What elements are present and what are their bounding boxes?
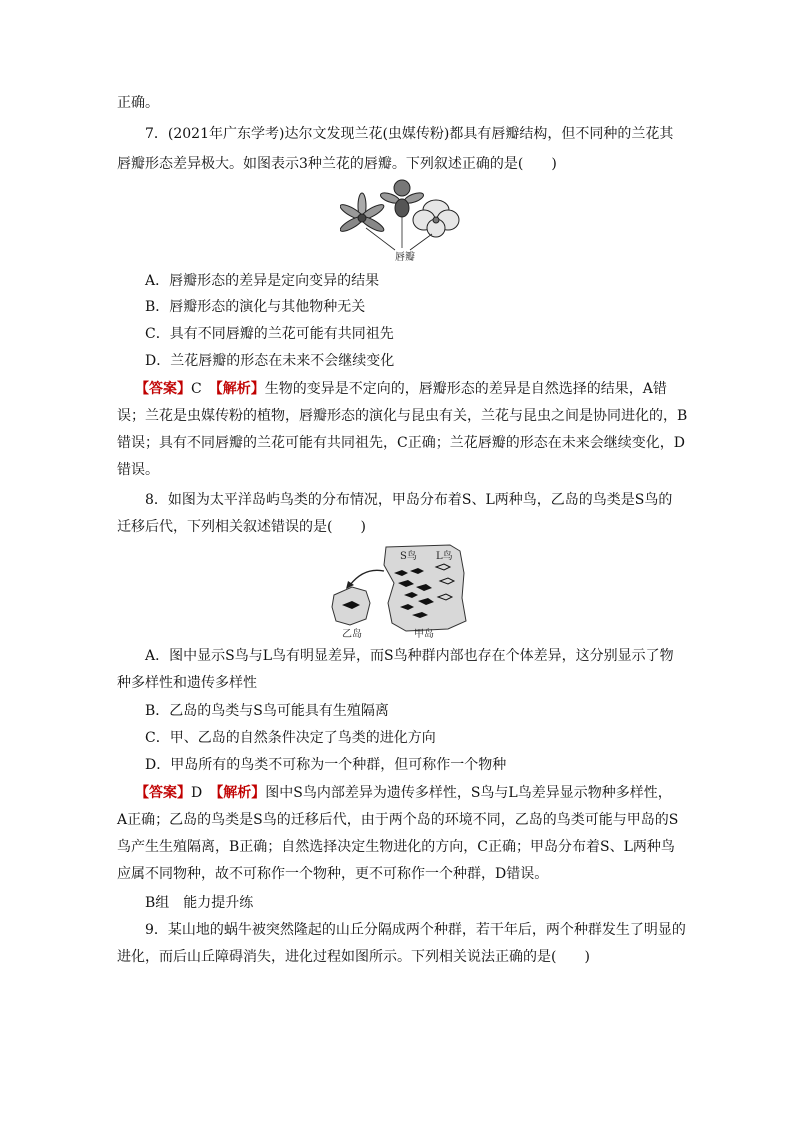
answer-tag: 【答案】	[135, 785, 191, 801]
analysis-tag: 【解析】	[215, 381, 265, 397]
question-9-stem: 9．某山地的蜗牛被突然隆起的山丘分隔成两个种群，若干年后，两个种群发生了明显的	[145, 922, 686, 938]
option-7-c: C．具有不同唇瓣的兰花可能有共同祖先	[145, 326, 394, 342]
orchid-right-icon	[413, 200, 459, 237]
option-8-a-cont: 种多样性和遗传多样性	[117, 675, 257, 691]
analysis-8-cont: 鸟产生生殖隔离，B正确；自然选择决定生物进化的方向，C正确；甲岛分布着S、L两种鸟	[117, 839, 675, 855]
orchid-lips-figure	[340, 178, 464, 262]
question-7-stem: 7．(2021年广东学考)达尔文发现兰花(虫媒传粉)都具有唇瓣结构，但不同种的兰花其	[145, 126, 674, 142]
island-birds-figure	[328, 543, 472, 639]
label-s-bird: S鸟	[400, 551, 417, 562]
label-island-b: 乙岛	[342, 629, 362, 639]
question-8-stem: 8．如图为太平洋岛屿鸟类的分布情况，甲岛分布着S、L两种鸟，乙岛的鸟类是S鸟的	[145, 492, 673, 508]
option-8-b: B．乙岛的鸟类与S鸟可能具有生殖隔离	[145, 703, 389, 719]
analysis-text: 图中S鸟内部差异为遗传多样性，S鸟与L鸟差异显示物种多样性，	[265, 785, 672, 801]
analysis-8-cont: 应属不同物种，故不可称作一个物种，更不可称作一个种群，D错误。	[117, 866, 549, 882]
option-7-d: D．兰花唇瓣的形态在未来不会继续变化	[145, 353, 395, 369]
migration-arrow	[350, 570, 384, 585]
answer-value: C	[191, 381, 216, 397]
question-7-stem-cont: 唇瓣形态差异极大。如图表示3种兰花的唇瓣。下列叙述正确的是( )	[117, 156, 557, 172]
text-line: 正确。	[117, 95, 159, 111]
label-island-a: 甲岛	[414, 629, 434, 639]
question-8-stem-cont: 迁移后代，下列相关叙述错误的是( )	[117, 519, 366, 535]
option-7-b: B．唇瓣形态的演化与其他物种无关	[145, 299, 366, 315]
option-7-a: A．唇瓣形态的差异是定向变异的结果	[145, 273, 380, 289]
option-8-a: A．图中显示S鸟与L鸟有明显差异，而S鸟种群内部也存在个体差异，这分别显示了物	[145, 648, 674, 664]
option-8-c: C．甲、乙岛的自然条件决定了鸟类的进化方向	[145, 730, 436, 746]
label-l-bird: L鸟	[436, 551, 453, 562]
orchid-figure-caption: 唇瓣	[395, 252, 415, 262]
answer-7-line	[135, 380, 667, 398]
orchid-left-icon	[340, 193, 386, 234]
question-9-stem-cont: 进化，而后山丘障碍消失，进化过程如图所示。下列相关说法正确的是( )	[117, 949, 590, 965]
analysis-text: 生物的变异是不定向的，唇瓣形态的差异是自然选择的结果，A错	[264, 381, 667, 397]
answer-value: D	[191, 785, 217, 801]
section-heading: B组 能力提升练	[145, 895, 254, 911]
answer-tag: 【答案】	[135, 381, 191, 397]
analysis-tag: 【解析】	[216, 785, 266, 801]
answer-8-line	[135, 784, 672, 802]
option-8-d: D．甲岛所有的鸟类不可称为一个种群，但可称作一个物种	[145, 757, 507, 773]
analysis-7-cont: 误；兰花是虫媒传粉的植物，唇瓣形态的演化与昆虫有关，兰花与昆虫之间是协同进化的，B	[117, 408, 688, 424]
analysis-7-cont: 错误。	[117, 462, 159, 478]
analysis-7-cont: 错误；具有不同唇瓣的兰花可能有共同祖先，C正确；兰花唇瓣的形态在未来会继续变化，D	[117, 435, 685, 451]
analysis-8-cont: A正确；乙岛的鸟类是S鸟的迁移后代，由于两个岛的环境不同，乙岛的鸟类可能与甲岛的S	[117, 812, 679, 828]
